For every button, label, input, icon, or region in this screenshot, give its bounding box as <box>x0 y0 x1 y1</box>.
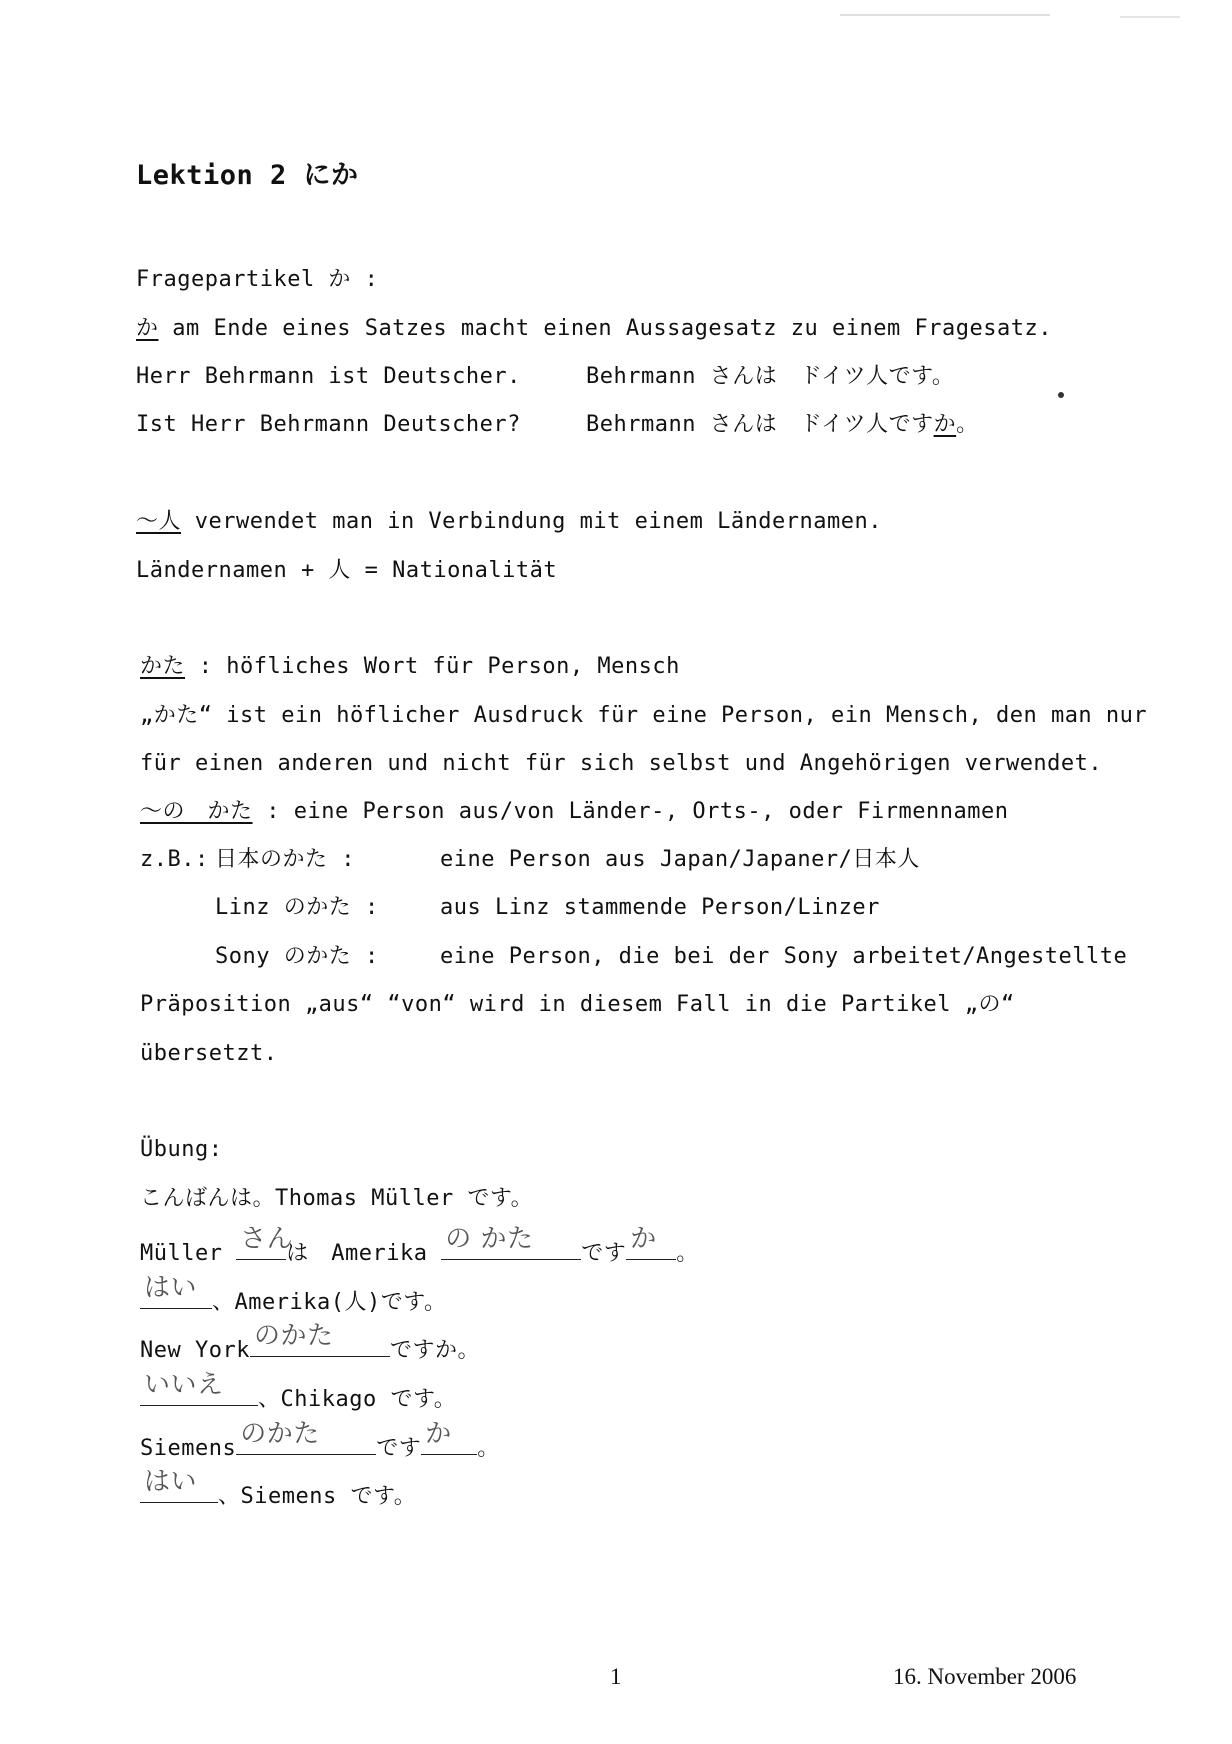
example2-jp-text: Behrmann さんは ドイツ人です <box>586 412 934 437</box>
example2-jp-particle: か <box>933 412 957 437</box>
no-kata-term: ～の かた <box>140 799 253 824</box>
handwritten-answer: の かた <box>445 1224 534 1254</box>
exercise-text: 、Amerika(人)です。 <box>212 1290 447 1315</box>
answer-blank <box>140 1273 212 1309</box>
answer-blank <box>140 1370 258 1406</box>
exercise-line-2 <box>140 1224 699 1268</box>
handwritten-answer: のかた <box>240 1419 320 1449</box>
exercise-text: です <box>581 1241 627 1266</box>
jin-rule-line <box>136 508 882 536</box>
kata-explanation-line1: „かた“ ist ein höflicher Ausdruck für eine Person, ein Mensch, den man nur <box>140 703 1148 728</box>
preposition-note-line2: übersetzt. <box>140 1041 278 1066</box>
example-german-meaning: eine Person aus Japan/Japaner/日本人 <box>440 847 920 872</box>
no-kata-term-def: : eine Person aus/von Länder-, Orts-, oder Firmennamen <box>252 799 1009 824</box>
exercise-line-1: こんばんは。Thomas Müller です。 <box>140 1186 534 1211</box>
kata-term-def: : höfliches Wort für Person, Mensch <box>185 654 680 679</box>
exercise-text: 、Siemens です。 <box>218 1484 417 1509</box>
handwritten-answer: いいえ <box>144 1370 224 1400</box>
rule-line <box>136 315 1052 343</box>
section-heading-fragepartikel: Fragepartikel か : <box>136 267 379 292</box>
kata-definition <box>140 653 680 681</box>
exercise-line-5 <box>140 1370 457 1414</box>
page-number: 1 <box>610 1664 622 1689</box>
scan-noise <box>1120 16 1180 18</box>
exercise-text: は Amerika <box>286 1241 442 1266</box>
rule-text: am Ende eines Satzes macht einen Aussagesatz zu einem Fragesatz. <box>158 316 1052 341</box>
particle-ka: か <box>136 316 159 341</box>
example2-japanese <box>586 411 979 439</box>
answer-blank <box>250 1321 390 1357</box>
kata-term: かた <box>140 654 186 679</box>
kata-explanation-line2: für einen anderen und nicht für sich selbst und Angehörigen verwendet. <box>140 751 1103 776</box>
handwritten-answer: のかた <box>253 1321 334 1351</box>
exercise-text: Müller <box>140 1241 237 1266</box>
example-japanese-term: 日本のかた : <box>215 847 355 872</box>
example-german-meaning: eine Person, die bei der Sony arbeitet/Angestellte <box>440 944 1128 969</box>
handwritten-answer: はい <box>144 1467 198 1497</box>
exercise-line-7 <box>140 1467 417 1511</box>
example-japanese-term: Linz のかた : <box>215 895 379 920</box>
exercise-text: です <box>376 1436 422 1461</box>
example-japanese-term: Sony のかた : <box>215 944 379 969</box>
answer-blank <box>140 1467 218 1503</box>
handwritten-answer: か <box>630 1224 657 1254</box>
scan-noise <box>840 14 1050 16</box>
preposition-note-line1: Präposition „aus“ “von“ wird in diesem Fall in die Partikel „の“ <box>140 992 1015 1017</box>
example-german-meaning: aus Linz stammende Person/Linzer <box>440 895 880 920</box>
answer-blank <box>236 1224 294 1260</box>
exercise-text: ですか。 <box>389 1338 480 1363</box>
exercise-text: 。 <box>676 1241 699 1266</box>
exercise-line-4 <box>140 1321 480 1365</box>
page-title: Lektion 2 にか <box>136 160 359 191</box>
no-kata-definition <box>140 798 1009 826</box>
handwritten-answer: はい <box>144 1273 198 1303</box>
exercise-line-6 <box>140 1419 500 1463</box>
answer-blank <box>441 1224 581 1260</box>
answer-blank <box>421 1419 477 1455</box>
zb-label: z.B.: <box>140 847 209 872</box>
scan-speck <box>1058 392 1064 398</box>
example1-german: Herr Behrmann ist Deutscher. <box>136 364 521 389</box>
jin-rule-text: verwendet man in Verbindung mit einem Ländernamen. <box>181 509 883 534</box>
exercise-text: 。 <box>477 1436 500 1461</box>
exercise-line-3 <box>140 1273 447 1317</box>
exercise-text: Siemens <box>140 1436 237 1461</box>
example2-jp-end: 。 <box>956 412 979 437</box>
document-date: 16. November 2006 <box>893 1664 1077 1689</box>
handwritten-answer: さん <box>240 1224 294 1254</box>
handwritten-answer: か <box>425 1419 452 1449</box>
exercise-text: 、Chikago です。 <box>258 1387 457 1412</box>
nationality-formula: Ländernamen + 人 = Nationalität <box>136 558 558 583</box>
jin-term: ～人 <box>136 509 182 534</box>
example2-german: Ist Herr Behrmann Deutscher? <box>136 412 521 437</box>
answer-blank <box>236 1419 376 1455</box>
exercise-heading: Übung: <box>140 1137 223 1162</box>
example1-japanese: Behrmann さんは ドイツ人です。 <box>586 364 955 389</box>
answer-blank <box>626 1224 676 1260</box>
exercise-text: New York <box>140 1338 250 1363</box>
